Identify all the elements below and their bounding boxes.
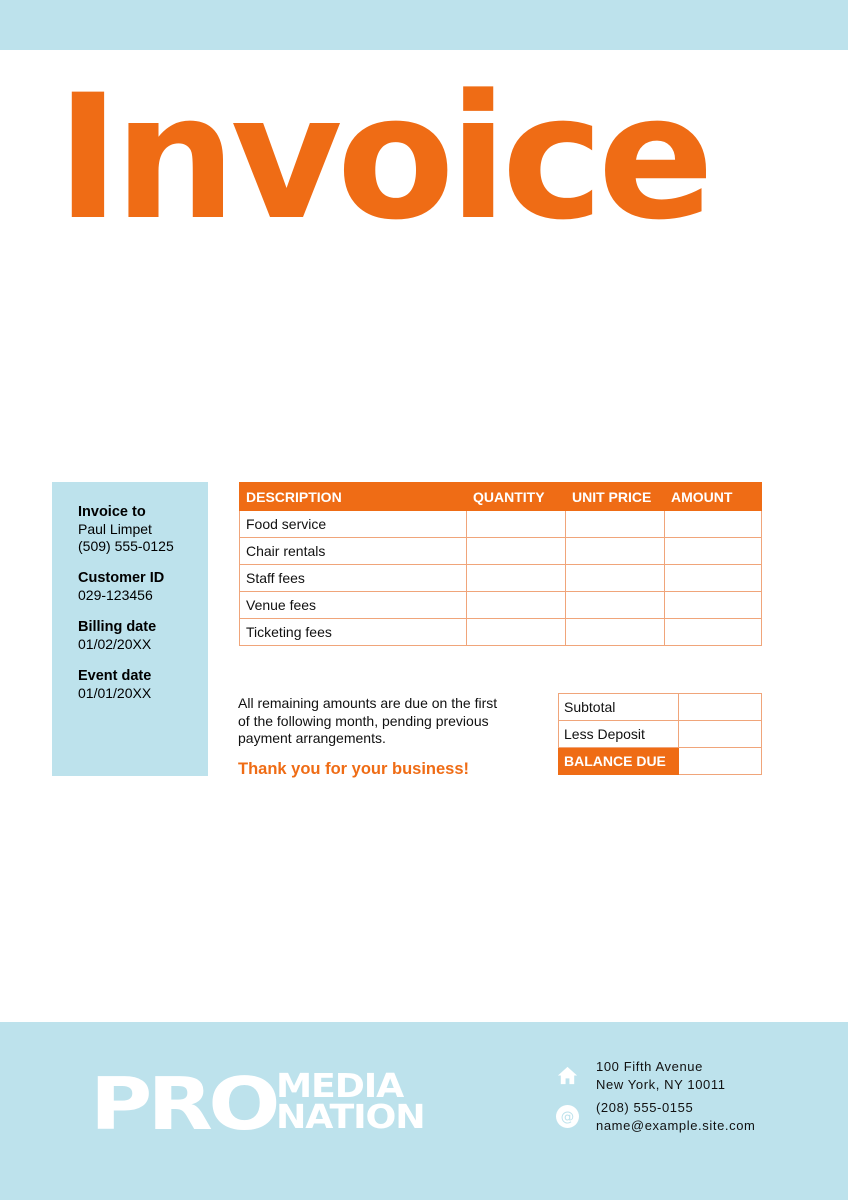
table-row [240,511,762,538]
table-row [240,592,762,619]
row-amount [665,619,762,646]
payment-terms-note: All remaining amounts are due on the first of the following month, pending previous payment arrangements. [238,695,498,746]
event-date-value: 01/01/20XX [78,685,152,701]
billing-date-group [78,618,208,653]
row-quantity [467,565,566,592]
row-unit-price [566,592,665,619]
row-unit-price [566,565,665,592]
phone-number: (208) 555-0155 [596,1100,694,1115]
row-description: Chair rentals [240,538,467,565]
invoice-title: Invoice [56,57,709,258]
address-line-1: 100 Fifth Avenue [596,1059,703,1074]
invoice-to-label: Invoice to [78,504,146,520]
billing-date-value: 01/02/20XX [78,636,152,652]
row-amount [665,538,762,565]
row-description: Food service [240,511,467,538]
svg-text:@: @ [560,1109,575,1125]
home-icon [556,1064,579,1087]
thank-you-message: Thank you for your business! [238,760,470,778]
totals-table [558,693,762,775]
customer-id-value: 029-123456 [78,587,153,603]
row-amount [665,565,762,592]
logo-pro-text: PRO [90,1062,276,1146]
table-row [240,619,762,646]
billing-date-label: Billing date [78,619,157,635]
deposit-row [559,721,762,748]
customer-info-panel [52,482,208,776]
header-unit-price: UNIT PRICE [566,483,665,511]
subtotal-label: Subtotal [559,694,679,721]
contact-lines [596,1099,755,1135]
subtotal-value [679,694,762,721]
at-sign-icon [556,1105,579,1128]
logo-media-text: MEDIA [276,1066,404,1105]
customer-id-group [78,569,208,604]
row-description: Venue fees [240,592,467,619]
header-description: DESCRIPTION [240,483,467,511]
customer-name: Paul Limpet [78,521,152,537]
row-quantity [467,592,566,619]
invoice-to-group [78,503,208,555]
table-header-row [240,483,762,511]
footer-band [0,1022,848,1200]
row-quantity [467,538,566,565]
row-amount [665,511,762,538]
top-band [0,0,848,50]
address-line-2: New York, NY 10011 [596,1077,726,1092]
row-quantity [467,511,566,538]
row-description: Staff fees [240,565,467,592]
row-unit-price [566,511,665,538]
row-quantity [467,619,566,646]
header-amount: AMOUNT [665,483,762,511]
email-address: name@example.site.com [596,1118,756,1133]
customer-phone: (509) 555-0125 [78,538,174,554]
deposit-label: Less Deposit [559,721,679,748]
row-unit-price [566,538,665,565]
event-date-label: Event date [78,668,152,684]
deposit-value [679,721,762,748]
header-quantity: QUANTITY [467,483,566,511]
event-date-group [78,667,208,702]
balance-due-row [559,748,762,775]
subtotal-row [559,694,762,721]
row-unit-price [566,619,665,646]
customer-id-label: Customer ID [78,570,165,586]
address-lines [596,1058,726,1094]
line-items-table [239,482,762,646]
balance-due-label: BALANCE DUE [559,748,679,775]
table-row [240,565,762,592]
row-amount [665,592,762,619]
logo-nation-text: NATION [276,1097,425,1136]
row-description: Ticketing fees [240,619,467,646]
table-row [240,538,762,565]
balance-due-value [679,748,762,775]
